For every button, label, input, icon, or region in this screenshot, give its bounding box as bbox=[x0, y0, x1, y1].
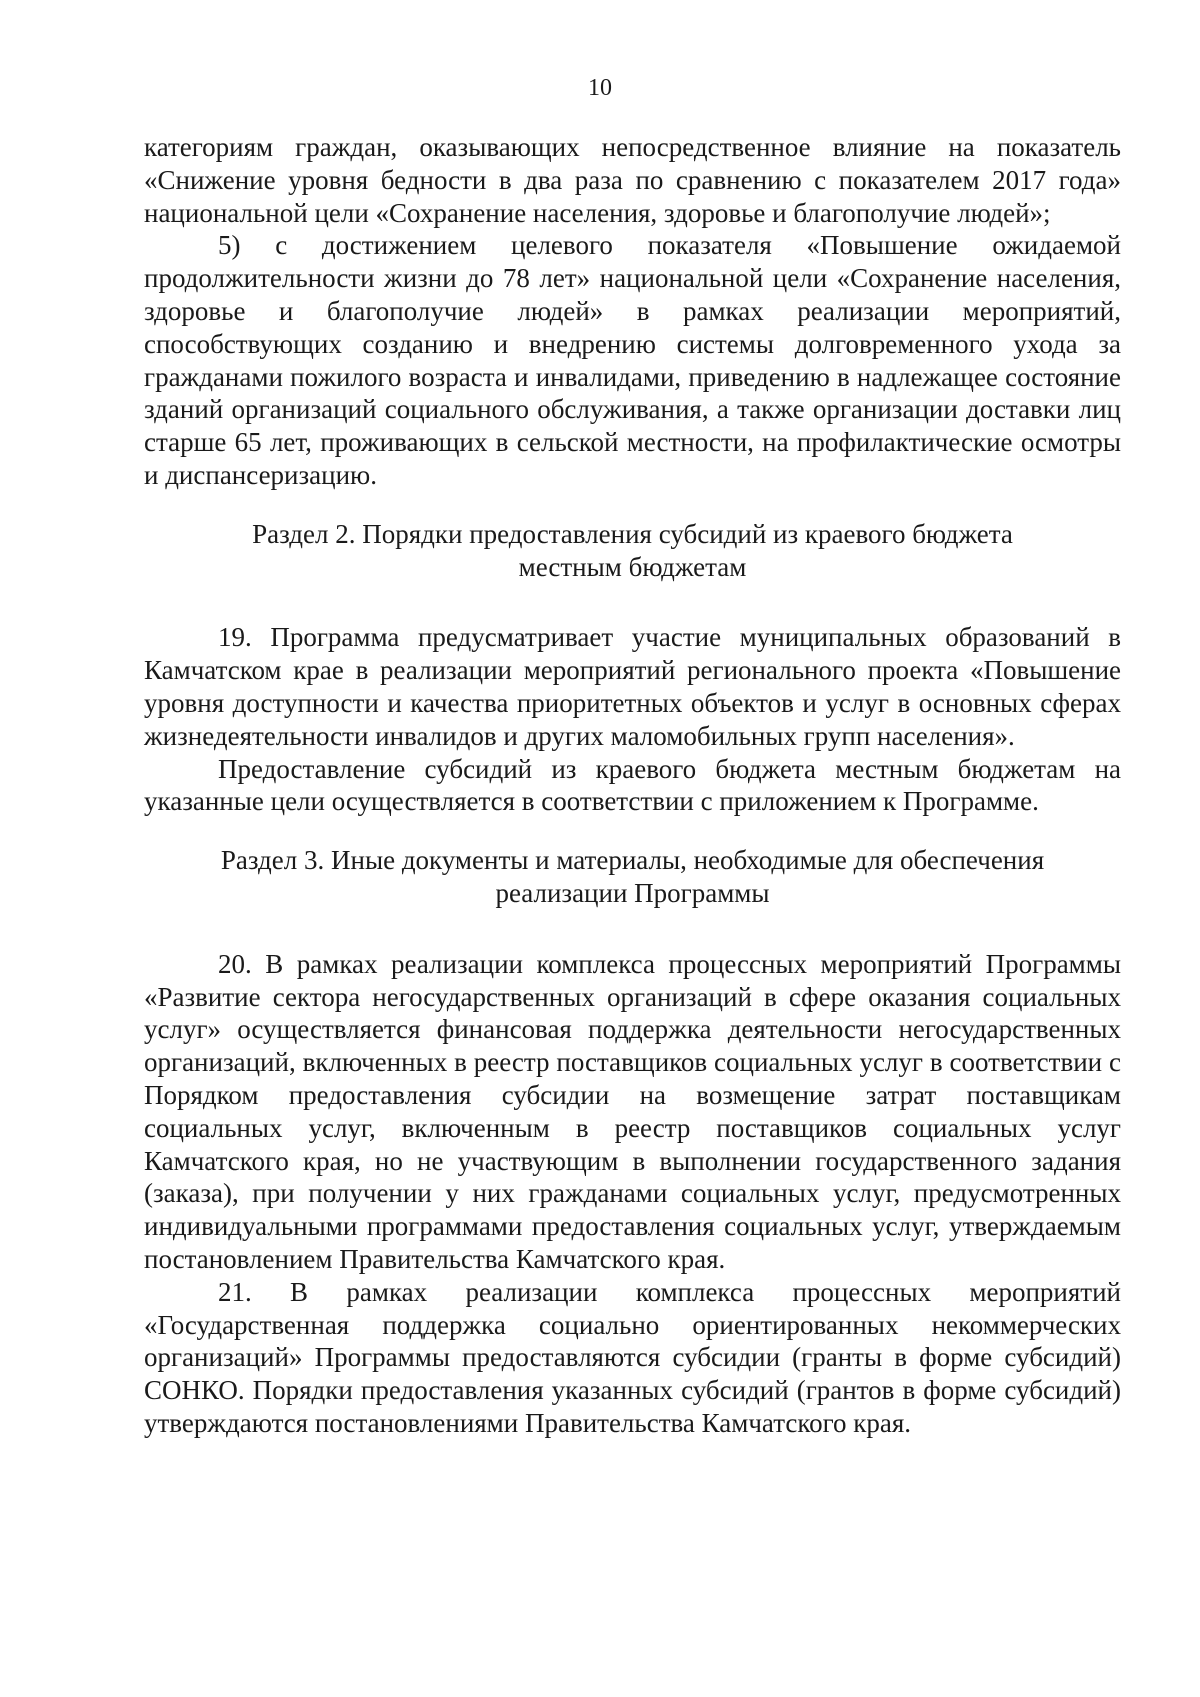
paragraph-19: 19. Программа предусматривает участие муниципальных образований в Камчатском крае в реализации мероприятий регионального проекта «Повышение уровня доступности и качества приоритетных объектов и услуг в основных сферах жизнедеятельности инвалидов и других маломобильных групп населения». bbox=[144, 622, 1121, 751]
section-3-heading-line-2: реализации Программы bbox=[495, 877, 770, 908]
paragraph-subsidies: Предоставление субсидий из краевого бюджета местным бюджетам на указанные цели осуществляется в соответствии с приложением к Программе. bbox=[144, 753, 1121, 817]
section-3-heading-line-1: Раздел 3. Иные документы и материалы, необходимые для обеспечения bbox=[220, 845, 1045, 876]
section-2-heading-line-1: Раздел 2. Порядки предоставления субсидий из краевого бюджета bbox=[252, 518, 1013, 549]
paragraph-21: 21. В рамках реализации комплекса процессных мероприятий «Государственная поддержка социально ориентированных некоммерческих организаций» Программы предоставляются субсидии (гранты в форме субсидий) СОНКО. Порядки предоставления указанных субсидий (грантов в форме субсидий) утверждаются постановлениями Правительства Камчатского края. bbox=[144, 1276, 1121, 1438]
paragraph-item-5: 5) с достижением целевого показателя «Повышение ожидаемой продолжительности жизни до 78 лет» национальной цели «Сохранение населения, здоровье и благополучие людей» в рамках реализации мероприятий, способствующих созданию и внедрению системы долговременного ухода за гражданами пожилого возраста и инвалидами, приведению в надлежащее состояние зданий организаций социального обслуживания, а также организации доставки лиц старше 65 лет, проживающих в сельской местности, на профилактические осмотры и диспансеризацию. bbox=[144, 230, 1121, 490]
section-2-heading-line-2: местным бюджетам bbox=[518, 551, 747, 582]
section-3-heading bbox=[144, 844, 1121, 910]
spacer bbox=[144, 818, 1121, 844]
paragraph-continuation: категориям граждан, оказывающих непосредственное влияние на показатель «Снижение уровня бедности в два раза по сравнению с показателем 2017 года» национальной цели «Сохранение населения, здоровье и благополучие людей»; bbox=[144, 132, 1121, 228]
spacer bbox=[144, 910, 1121, 948]
spacer bbox=[144, 583, 1121, 621]
spacer bbox=[144, 492, 1121, 518]
paragraph-20: 20. В рамках реализации комплекса процессных мероприятий Программы «Развитие сектора негосударственных организаций в сфере оказания социальных услуг» осуществляется финансовая поддержка деятельности негосударственных организаций, включенных в реестр поставщиков социальных услуг в соответствии с Порядком предоставления субсидии на возмещение затрат поставщикам социальных услуг, включенным в реестр поставщиков социальных услуг Камчатского края, но не участвующим в выполнении государственного задания (заказа), при получении у них гражданами социальных услуг, предусмотренных индивидуальными программами предоставления социальных услуг, утверждаемым постановлением Правительства Камчатского края. bbox=[144, 948, 1121, 1274]
page-number: 10 bbox=[588, 75, 612, 101]
document-body bbox=[144, 131, 1121, 1440]
section-2-heading bbox=[144, 518, 1121, 584]
